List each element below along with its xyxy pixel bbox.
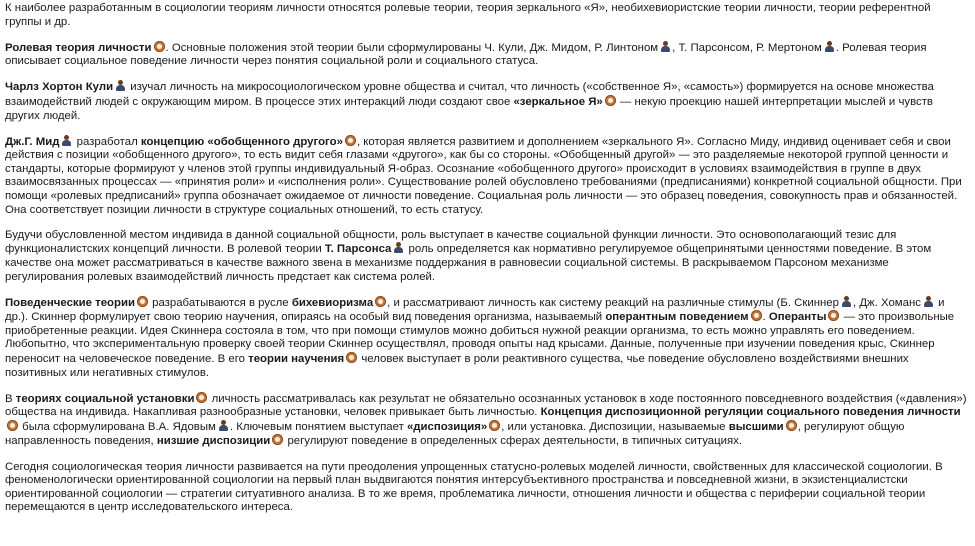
text-run: разработал bbox=[73, 135, 141, 148]
text-run: , Дж. Хоманс bbox=[852, 296, 921, 309]
glossary-icon[interactable] bbox=[272, 434, 283, 445]
term-link: Операнты bbox=[768, 311, 827, 324]
term-link: низшие диспозиции bbox=[156, 435, 271, 448]
glossary-icon[interactable] bbox=[786, 420, 797, 431]
text-run: . Основные положения этой теории были сформулированы Ч. Кули, Дж. Мидом, Р. Линтоном bbox=[165, 41, 659, 54]
text-run: . Ролевая теория описывает социальное поведение личности через понятия социальной роли и социального статуса. bbox=[5, 41, 927, 68]
person-icon[interactable] bbox=[393, 242, 404, 253]
glossary-icon[interactable] bbox=[375, 296, 386, 307]
text-run: , и рассматривают личность как систему реакций на различные стимулы (Б. Скиннер bbox=[387, 296, 839, 309]
text-run: Будучи обусловленной местом индивида в данной социальной общности, роль выступает в качестве социальной функции личности. Это основополагающий тезис для функционалистских концепций личности. В ролевой теории bbox=[5, 228, 897, 256]
text-run: человек выступает в роли реактивного существа, чье поведение обусловлено воздействиями внешних позитивных или негативных стимулов. bbox=[5, 352, 909, 379]
term-link: Дж.Г. Мид bbox=[5, 135, 60, 148]
term-link: «зеркальное Я» bbox=[513, 95, 603, 108]
glossary-icon[interactable] bbox=[828, 310, 839, 321]
text-run: . Ключевым понятием выступает bbox=[229, 420, 407, 433]
person-icon[interactable] bbox=[923, 296, 934, 307]
term-link: концепцию «обобщенного другого» bbox=[140, 135, 343, 148]
text-run: разрабатываются в русле bbox=[148, 296, 292, 309]
term-link: Т. Парсонса bbox=[324, 243, 392, 256]
glossary-icon[interactable] bbox=[154, 41, 165, 52]
person-icon[interactable] bbox=[218, 420, 229, 431]
text-run: , которая является развитием и дополнением «зеркального Я». Согласно Миду, индивид оценивает себя и свои действия с позиции «обобщенного другого», то есть видит себя глазами «другого», как бы со стороны. «Обобщенный другой» — это разделяемые некоторой группой ценности и стандарты, которые формируют у членов этой группы индивидуальный Я-образ. Осознание «обобщенного другого» происходит в условиях взаимодействия в группе в двух взаимосвязанных процессах — «принятия роли» и «исполнения роли». Существование ролей обусловлено требованиями (предписаниями) конкретной социальной общности. При помощи «ролевых предписаний» группа обозначает ожидаемое от личности поведение. Социальная роль личности — это образец поведения, совокупность прав и обязанностей. Она соответствует позиции личности в структуре социальных отношений, то есть статусу. bbox=[5, 135, 962, 216]
text-run: , регулируют общую направленность поведения, bbox=[5, 420, 905, 448]
glossary-icon[interactable] bbox=[196, 392, 207, 403]
paragraph bbox=[5, 80, 967, 123]
term-link: «диспозиция» bbox=[406, 420, 488, 433]
text-run: В bbox=[5, 392, 16, 405]
term-link: бихевиоризма bbox=[291, 296, 374, 309]
paragraph bbox=[5, 392, 967, 449]
text-run: , Т. Парсонсом, Р. Мертоном bbox=[672, 41, 822, 54]
glossary-icon[interactable] bbox=[345, 135, 356, 146]
text-run: . bbox=[762, 311, 769, 324]
text-run: роль определяется как нормативно регулируемое общепринятыми ценностями поведение. В этом качестве она может рассматриваться в качестве важного звена в механизме поддержания в равновесии социальной системы. В раскрываемом Парсоном механизме регулирования ролевых взаимодействий личность предстает как система ролей. bbox=[5, 243, 932, 283]
term-link: Чарлз Хортон Кули bbox=[5, 81, 114, 94]
text-run: , или установка. Диспозиции, называемые bbox=[501, 420, 729, 433]
text-run: регулируют поведение в определенных сферах деятельности, в типичных ситуациях. bbox=[284, 435, 743, 448]
term-link: оперантным поведением bbox=[605, 311, 749, 324]
person-icon[interactable] bbox=[660, 41, 671, 52]
term-link: Ролевая теория личности bbox=[5, 41, 152, 54]
term-link: Концепция диспозиционной регуляции социального поведения личности bbox=[540, 406, 961, 419]
paragraph bbox=[5, 461, 967, 515]
text-run: личность рассматривалась как результат не обязательно осознанных установок в ходе постоянного повседневного воздействия («давления») общества на индивида. Накапливая разнообразные установки, человек привыкает быть личностью. bbox=[5, 392, 967, 419]
text-run: Сегодня социологическая теория личности развивается на пути преодоления упрощенных статусно-ролевых моделей личности, свойственных для классической социологии. В феноменологически ориентированной социологии на первый план выдвигаются понятия интерсубъективного пространства и повседневной жизни, в экзистенциалистски ориентированной социологии — стратегии ситуативного анализа. В то же время, проблематика личности, отношения личности и общества с периферии социальной теории перемещаются в центр исследовательского интереса. bbox=[5, 460, 943, 514]
text-run: — некую проекцию нашей интерпретации мыслей и чувств других людей. bbox=[5, 95, 933, 122]
text-run: была сформулирована В.А. Ядовым bbox=[19, 420, 216, 433]
glossary-icon[interactable] bbox=[751, 310, 762, 321]
term-link: теориях социальной установки bbox=[15, 392, 195, 405]
person-icon[interactable] bbox=[115, 80, 126, 91]
term-link: высшими bbox=[728, 420, 784, 433]
glossary-icon[interactable] bbox=[489, 420, 500, 431]
term-link: Поведенческие теории bbox=[5, 296, 135, 309]
text-run: и др.). Скиннер формулирует свою теорию научения, опираясь на особый вид поведения организма, называемый bbox=[5, 296, 945, 324]
paragraph bbox=[5, 229, 967, 284]
glossary-icon[interactable] bbox=[137, 296, 148, 307]
person-icon[interactable] bbox=[841, 296, 852, 307]
term-link: теории научения bbox=[248, 352, 345, 365]
glossary-icon[interactable] bbox=[346, 352, 357, 363]
text-run: К наиболее разработанным в социологии теориям личности относятся ролевые теории, теория зеркального «Я», необихевиористские теории личности, теории референтной группы и др. bbox=[5, 2, 931, 28]
glossary-icon[interactable] bbox=[605, 95, 616, 106]
paragraph bbox=[5, 296, 967, 381]
person-icon[interactable] bbox=[824, 41, 835, 52]
paragraph bbox=[5, 41, 967, 69]
person-icon[interactable] bbox=[61, 135, 72, 146]
paragraph bbox=[5, 135, 967, 218]
glossary-icon[interactable] bbox=[7, 420, 18, 431]
text-run: — это произвольные приобретенные реакции. Идея Скиннера состояла в том, что при помощи стимулов можно добиться нужной реакции организма, то есть можно управлять его поведением. Любопытно, что экспериментальную проверку своей теории Скиннер осуществлял, проводя опыты над крысами. Данные, полученные при изучении поведения крыс, Скиннер переносит на человеческое поведение. В его bbox=[5, 311, 955, 365]
paragraph bbox=[5, 2, 967, 29]
text-run: изучал личность на микросоциологическом уровне общества и считал, что личность («собственное Я», «самость») формируется на основе множества взаимодействий людей с окружающим миром. В процессе этих интеракций люди создают свое bbox=[5, 81, 934, 108]
